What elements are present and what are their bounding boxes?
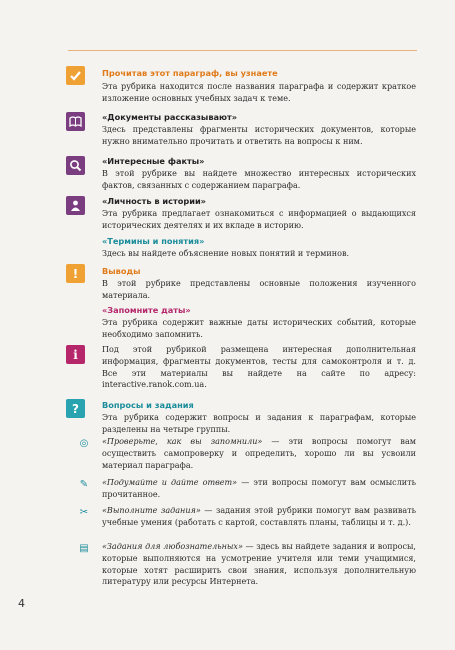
section-heading: «Личность в истории»: [102, 196, 206, 206]
section-heading: Вопросы и задания: [102, 400, 194, 410]
book-icon: [66, 112, 85, 131]
section-body: Эта рубрика предлагает ознакомиться с информацией о выдающихся исторических деятелях и их вкладе в историю.: [102, 209, 416, 230]
section-body: Эта рубрика находится после названия параграфа и содержит краткое изложение основных учебных задач к теме.: [102, 82, 416, 103]
page-number: 4: [18, 597, 25, 610]
section-body: В этой рубрике представлены основные положения изученного материала.: [102, 279, 416, 300]
subitem-body: [102, 477, 416, 501]
top-rule: [68, 50, 417, 51]
section-heading: Выводы: [102, 266, 141, 276]
tools-icon: ✂: [79, 506, 89, 518]
person-icon: [66, 196, 85, 215]
info-icon: i: [66, 345, 85, 364]
subitem-text: — эти вопросы помогут вам осмыслить прочитанное.: [102, 478, 416, 499]
subitem-text: — здесь вы найдете задания и вопросы, которые выполняются на усмотрение учителя или теми учащимися, которые хотят расширить свои знания, используя дополнительную литературу или ресурсы Интернета.: [102, 542, 416, 587]
section-body: Здесь представлены фрагменты исторических документов, которые нужно внимательно прочитать и ответить на вопросы к ним.: [102, 125, 416, 146]
section-body: Здесь вы найдете объяснение новых понятий и терминов.: [102, 249, 350, 258]
subitem-text: — задания этой рубрики помогут вам развивать учебные умения (работать с картой, составлять планы, таблицы и т. д.).: [102, 506, 416, 527]
section-heading: «Термины и понятия»: [102, 236, 205, 246]
section-body: Под этой рубрикой размещена интересная дополнительная информация, фрагменты документов, тесты для самоконтроля и т. д. Все эти материалы вы найдете на сайте по адресу: interactive.ranok.com.ua.: [102, 345, 416, 390]
section-body: Эта рубрика содержит вопросы и задания к параграфам, которые разделены на четыре группы.: [102, 413, 416, 434]
pen-icon: ✎: [79, 478, 89, 490]
section-body: Эта рубрика содержит важные даты исторических событий, которые необходимо запомнить.: [102, 318, 416, 339]
subitem-title: «Задания для любознательных»: [102, 542, 243, 551]
exclamation-icon: !: [66, 264, 85, 283]
subitem-body: [102, 505, 416, 529]
question-icon: ?: [66, 399, 85, 418]
subitem-text: — эти вопросы помогут вам осуществить самопроверку и определить, хорошо ли вы усвоили материал параграфа.: [102, 437, 417, 470]
section-heading: «Запомните даты»: [102, 305, 191, 315]
subitem-body: [102, 436, 416, 471]
section-body: В этой рубрике вы найдете множество интересных исторических фактов, связанных с содержанием параграфа.: [102, 169, 416, 190]
section-heading: «Документы рассказывают»: [102, 112, 238, 122]
subitem-title: «Проверьте, как вы запомнили»: [102, 437, 263, 446]
subitem-title: «Подумайте и дайте ответ»: [102, 478, 238, 487]
section-heading: Прочитав этот параграф, вы узнаете: [102, 68, 278, 78]
list-icon: ▤: [79, 542, 89, 554]
magnifier-icon: [66, 156, 85, 175]
target-icon: ◎: [79, 437, 89, 449]
checkmark-icon: [66, 66, 85, 85]
subitem-title: «Выполните задания»: [102, 506, 201, 515]
section-heading: «Интересные факты»: [102, 156, 205, 166]
subitem-body: [102, 541, 416, 588]
